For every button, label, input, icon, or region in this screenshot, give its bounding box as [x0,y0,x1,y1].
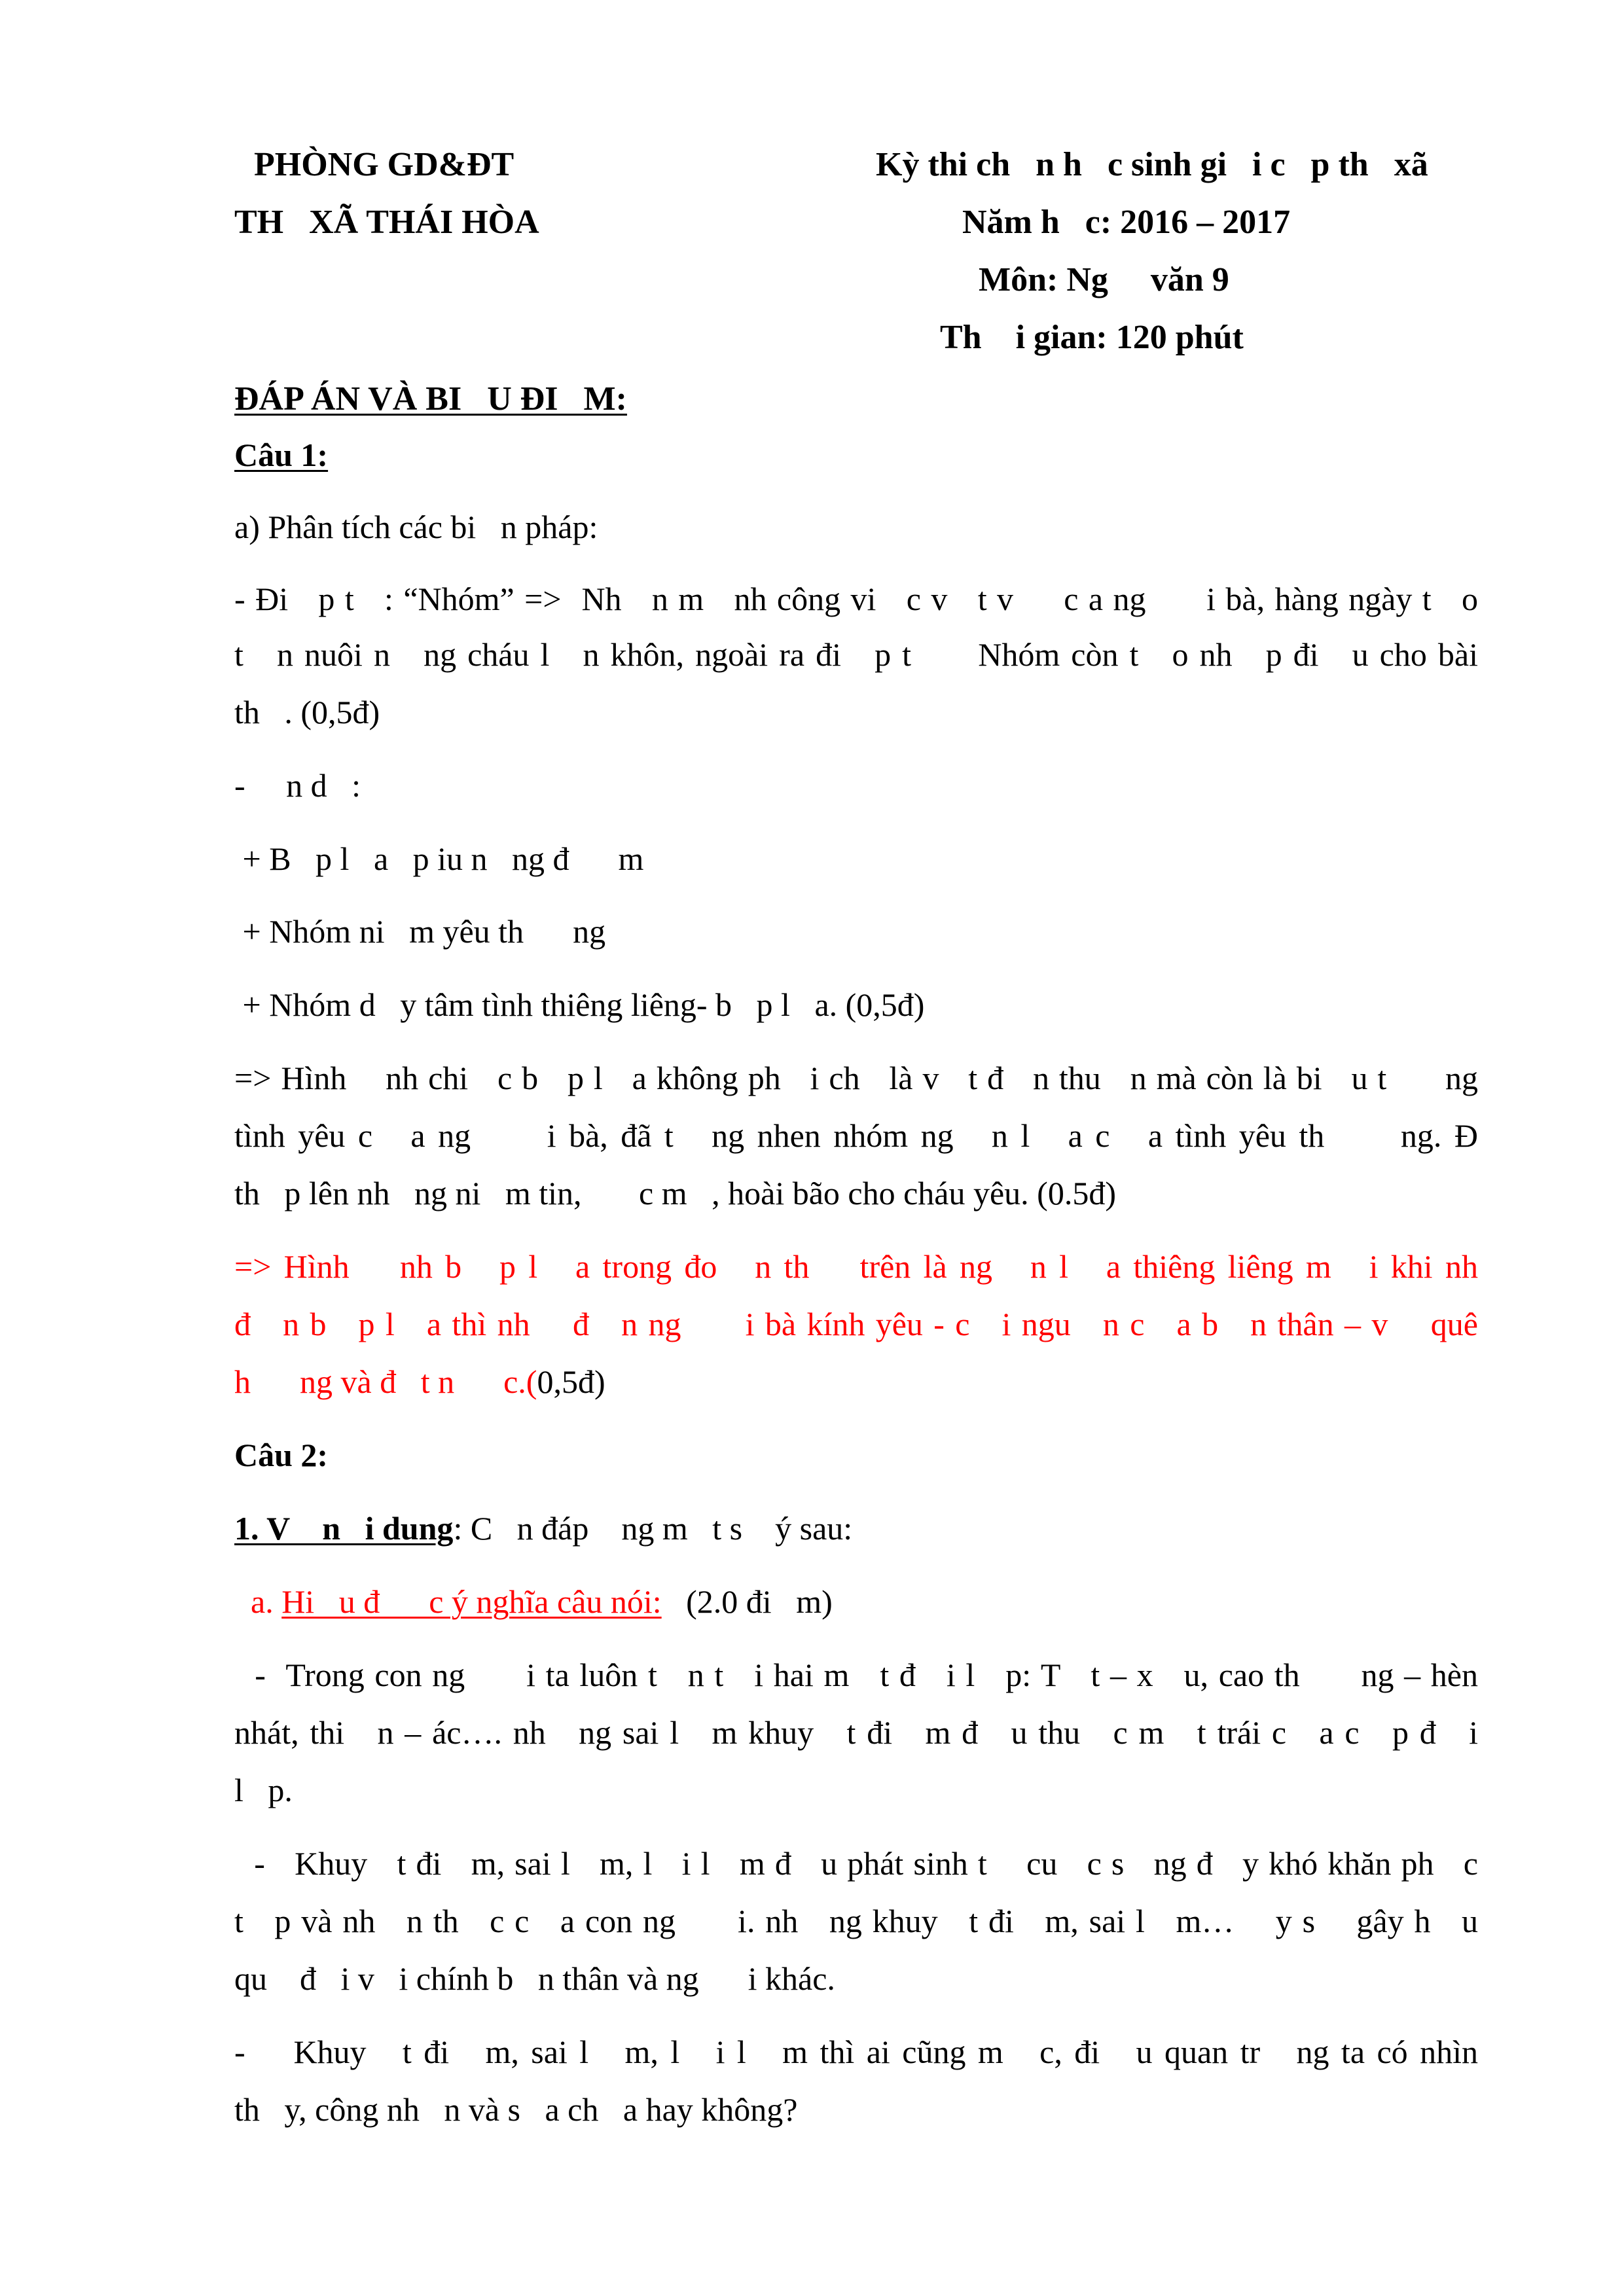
highlighted-line [234,1362,1478,1401]
paragraph-line: - Trong con ng i ta luôn t n t i hai m t đ i l p: T t – x u, cao th ng – hèn [234,1657,1478,1693]
exam-duration: Th i gian: 120 phút [940,319,1244,356]
highlighted-line: đ n b p l a thì nh đ n ng i bà kính yêu - c i ngu n c a b n thân – v quê [234,1306,1478,1342]
paragraph-line: th p lên nh ng ni m tin, c m , hoài bão cho cháu yêu. (0.5đ) [234,1175,1116,1211]
paragraph-line: nhát, thi n – ác…. nh ng sai l m khuy t đi m đ u thu c m t trái c a c p đ i [234,1714,1478,1751]
question-1-part-a-heading: a) Phân tích các bi n pháp: [234,509,598,545]
content-description: : C n đáp ng m t s ý sau: [453,1510,853,1547]
paragraph-line: t n nuôi n ng cháu l n khôn, ngoài ra đi p t Nhóm còn t o nh p đi u cho bài [234,636,1478,673]
paragraph-line: th . (0,5đ) [234,694,380,730]
paragraph-line: t p và nh n th c c a con ng i. nh ng khuy t đi m, sai l m… y s gây h u [234,1903,1478,1939]
part-a-prefix: a. [234,1583,282,1620]
paragraph-line: tình yêu c a ng i bà, đã t ng nhen nhóm ng n l a c a tình yêu th ng. Đ [234,1117,1478,1154]
content-requirement-line [234,1509,1478,1548]
bullet-item: + B p l a p iu n ng đ m [234,840,644,877]
paragraph-line: => Hình nh chi c b p l a không ph i ch là v t đ n thu n mà còn là bi u t ng [234,1060,1478,1096]
highlighted-text: h ng và đ t n c.( [234,1363,537,1400]
subject: Môn: Ng văn 9 [979,261,1229,298]
paragraph-line: l p. [234,1772,293,1808]
part-a-points: (2.0 đi m) [661,1583,833,1620]
paragraph-line: - Khuy t đi m, sai l m, l i l m thì ai cũng m c, đi u quan tr ng ta có nhìn [234,2034,1478,2070]
question-1-heading: Câu 1: [234,437,329,473]
paragraph-line: qu đ i v i chính b n thân và ng i khác. [234,1960,835,1997]
department-name: PHÒNG GD&ĐT [254,146,514,183]
part-a-label: Hi u đ c ý nghĩa câu nói: [281,1583,662,1620]
content-label: 1. V n i dung [234,1510,454,1547]
school-year: Năm h c: 2016 – 2017 [962,204,1291,241]
part-a-line [234,1582,1478,1621]
exam-title: Kỳ thi ch n h c sinh gi i c p th xã [876,146,1428,183]
score-text: 0,5đ) [537,1363,605,1400]
highlighted-line: => Hình nh b p l a trong đo n th trên là ng n l a thiêng liêng m i khi nh [234,1248,1478,1285]
town-name: TH XÃ THÁI HÒA [234,204,539,241]
paragraph-line: - Khuy t đi m, sai l m, l i l m đ u phát sinh t cu c s ng đ y khó khăn ph c [234,1845,1478,1882]
question-2-heading: Câu 2: [234,1437,329,1473]
paragraph-line: - Đi p t : “Nhóm” => Nh n m nh công vi c v t v c a ng i bà, hàng ngày t o [234,581,1478,617]
bullet-item: + Nhóm d y tâm tình thiêng liêng- b p l a. (0,5đ) [234,986,925,1023]
answer-key-title: ĐÁP ÁN VÀ BI U ĐI M: [234,380,627,418]
paragraph-line: th y, công nh n và s a ch a hay không? [234,2091,798,2128]
bullet-item: + Nhóm ni m yêu th ng [234,913,606,950]
paragraph-line: - n d : [234,767,361,804]
